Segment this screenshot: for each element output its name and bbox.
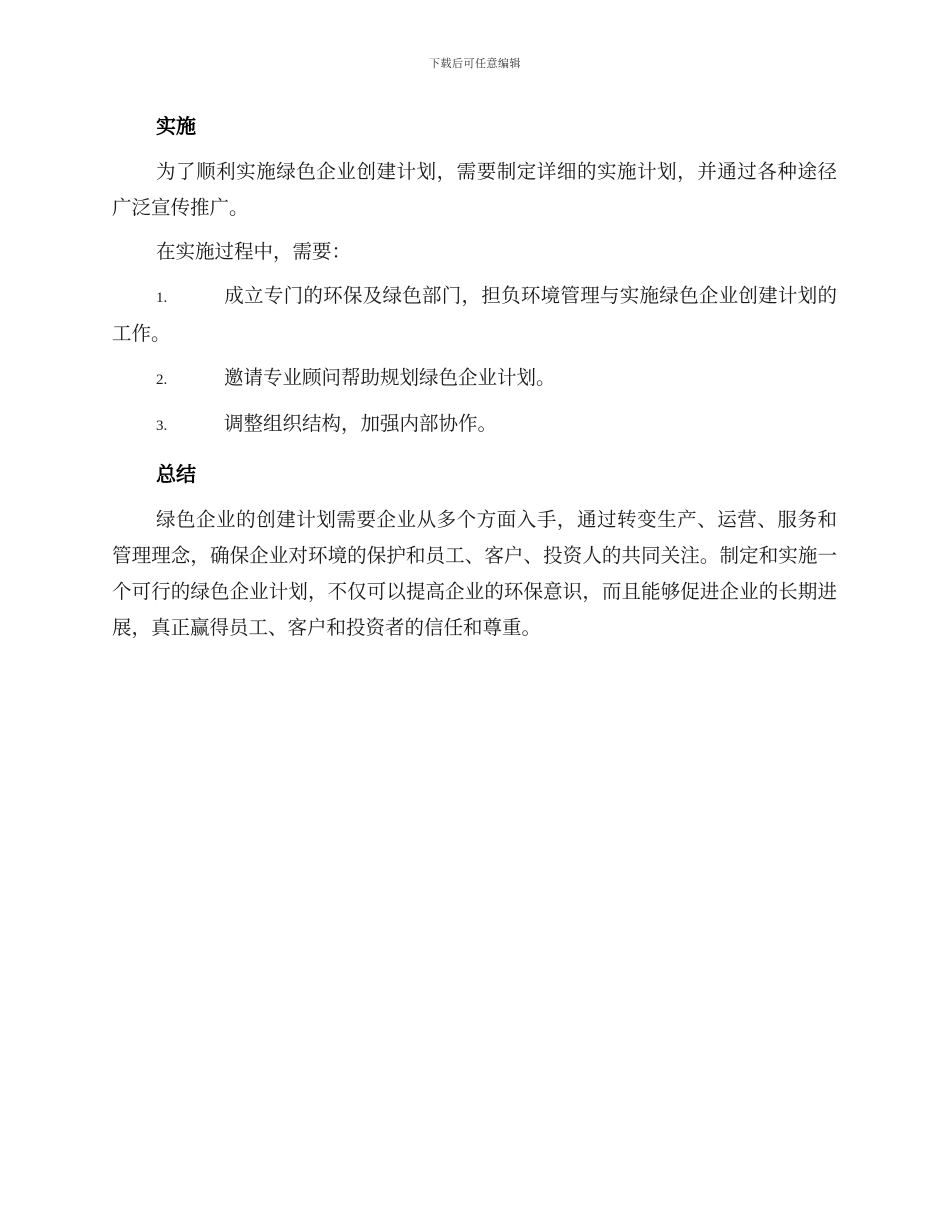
- list-item-number: 1.: [156, 290, 168, 306]
- document-body: [112, 108, 837, 646]
- section-heading-summary: 总结: [156, 462, 196, 486]
- list-item-number: 2.: [156, 372, 168, 388]
- implementation-lead-paragraph: 在实施过程中，需要：: [156, 240, 352, 263]
- header-note: 下载后可任意编辑: [429, 57, 521, 70]
- list-item-text: 邀请专业顾问帮助规划绿色企业计划。: [224, 366, 556, 389]
- list-item: [112, 360, 837, 398]
- summary-paragraph: 绿色企业的创建计划需要企业从多个方面入手，通过转变生产、运营、服务和管理理念，确保企业对环境的保护和员工、客户、投资人的共同关注。制定和实施一个可行的绿色企业计划，不仅可以提高企业的环保意识，而且能够促进企业的长期进展，真正赢得员工、客户和投资者的信任和尊重。: [112, 508, 837, 639]
- list-item: [112, 278, 837, 352]
- list-item-text: 成立专门的环保及绿色部门，担负环境管理与实施绿色企业创建计划的工作。: [112, 284, 837, 345]
- list-item: [112, 406, 837, 444]
- section-heading-implementation: 实施: [156, 114, 196, 138]
- list-item-number: 3.: [156, 418, 168, 434]
- implementation-intro-paragraph: 为了顺利实施绿色企业创建计划，需要制定详细的实施计划，并通过各种途径广泛宣传推广。: [112, 160, 837, 219]
- list-item-text: 调整组织结构，加强内部协作。: [224, 412, 498, 435]
